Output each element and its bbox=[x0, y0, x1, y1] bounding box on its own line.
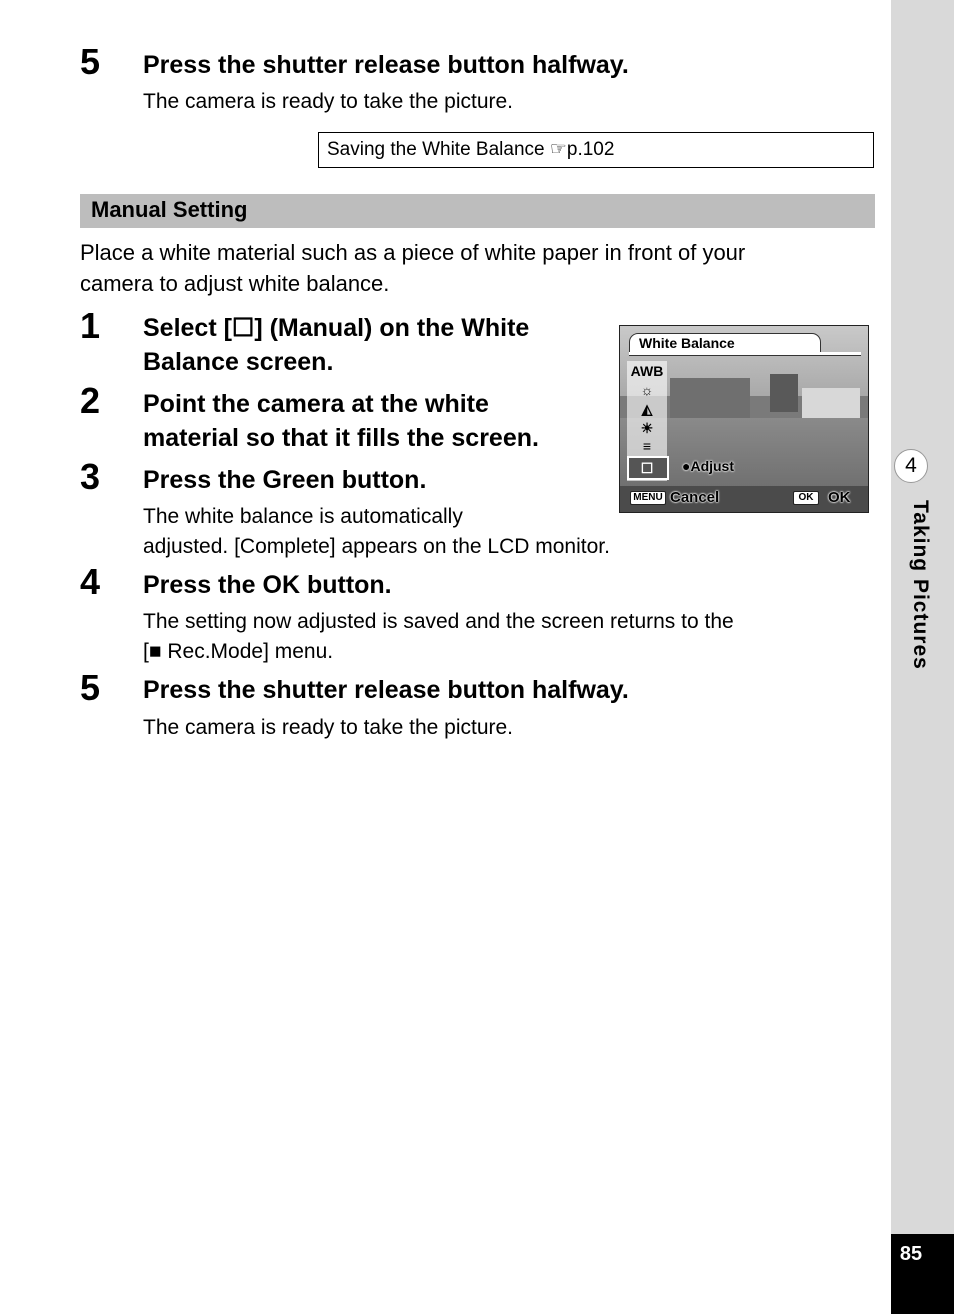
step-number: 5 bbox=[80, 41, 101, 82]
step-heading: Press the shutter release button halfway. bbox=[143, 676, 629, 704]
step-heading-cont: Balance screen. bbox=[143, 348, 334, 376]
section-intro-line-2: camera to adjust white balance. bbox=[80, 271, 390, 296]
adjust-label: ●Adjust bbox=[682, 458, 735, 474]
wb-fluorescent-icon[interactable]: ≡ bbox=[642, 438, 652, 454]
cancel-button[interactable]: Cancel bbox=[670, 489, 720, 506]
chapter-title: Taking Pictures bbox=[909, 500, 932, 670]
lcd-screen-illustration bbox=[619, 325, 869, 513]
step-heading: Press the shutter release button halfway. bbox=[143, 51, 629, 79]
step-body-cont: adjusted. [Complete] appears on the LCD monitor. bbox=[143, 535, 610, 558]
lcd-tree bbox=[770, 374, 798, 412]
step-body: The camera is ready to take the picture. bbox=[143, 716, 514, 739]
step-heading: Press the OK button. bbox=[143, 571, 392, 599]
step-heading-cont: material so that it fills the screen. bbox=[143, 424, 539, 452]
lcd-building bbox=[670, 378, 750, 418]
wb-auto-icon[interactable]: AWB bbox=[630, 363, 664, 379]
step-number: 2 bbox=[80, 380, 101, 421]
lcd-white-building bbox=[802, 388, 860, 418]
wb-tungsten-icon[interactable]: ☀ bbox=[640, 420, 654, 436]
ok-button[interactable]: OK bbox=[828, 489, 851, 506]
menu-key-icon: MENU bbox=[630, 491, 666, 505]
ok-key-icon: OK bbox=[793, 491, 819, 505]
wb-daylight-icon[interactable]: ☼ bbox=[640, 382, 654, 398]
step-number: 4 bbox=[80, 561, 101, 602]
step-body: The camera is ready to take the picture. bbox=[143, 90, 514, 113]
wb-manual-icon[interactable]: ☐ bbox=[640, 460, 654, 476]
section-intro-line-1: Place a white material such as a piece of white paper in front of your bbox=[80, 240, 746, 265]
lcd-title-rule bbox=[629, 352, 861, 356]
step-body-cont: [■ Rec.Mode] menu. bbox=[143, 640, 334, 663]
section-header bbox=[80, 194, 875, 228]
page-number: 85 bbox=[899, 1243, 923, 1265]
step-number: 1 bbox=[80, 305, 101, 346]
section-title: Manual Setting bbox=[91, 197, 248, 222]
step-heading: Press the Green button. bbox=[143, 466, 427, 494]
step-number: 5 bbox=[80, 667, 101, 708]
step-heading: Select [☐] (Manual) on the White bbox=[143, 314, 530, 342]
step-body: The white balance is automatically bbox=[143, 505, 463, 528]
step-body: The setting now adjusted is saved and the screen returns to the bbox=[143, 610, 734, 633]
step-heading: Point the camera at the white bbox=[143, 390, 489, 418]
step-number: 3 bbox=[80, 456, 101, 497]
chapter-number: 4 bbox=[894, 449, 928, 483]
reference-text: Saving the White Balance ☞p.102 bbox=[327, 139, 615, 160]
lcd-title: White Balance bbox=[639, 335, 735, 351]
wb-shade-icon[interactable]: ◭ bbox=[641, 401, 653, 417]
reference-box bbox=[318, 132, 874, 168]
